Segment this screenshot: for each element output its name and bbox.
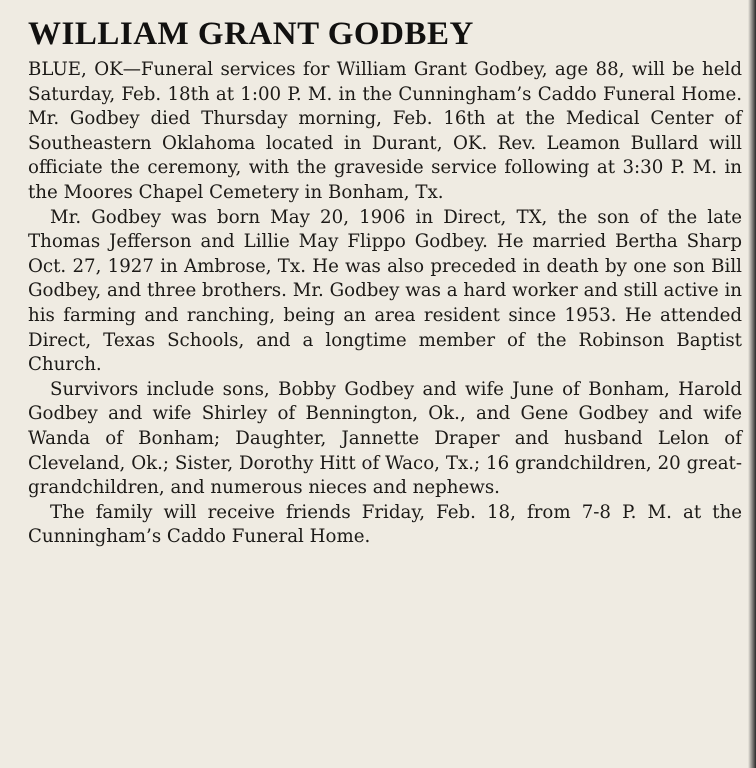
paragraph-biography: Mr. Godbey was born May 20, 1906 in Direct, TX, the son of the late Thomas Jefferson and Lillie May Flippo Godbey. He married Bertha Sharp Oct. 27, 1927 in Ambrose, Tx. He was also preceded in death by one son Bill Godbey, and three brothers. Mr. Godbey was a hard worker and still active in his farming and ranching, being an area resident since 1953. He attended Direct, Texas Schools, and a longtime member of the Robinson Baptist Church.	[28, 206, 742, 376]
obituary-headline: WILLIAM GRANT GODBEY	[28, 16, 474, 52]
paragraph-survivors: Survivors include sons, Bobby Godbey and wife June of Bonham, Harold Godbey and wife Shirley of Bennington, Ok., and Gene Godbey and wife Wanda of Bonham; Daughter, Jannette Draper and husband Lelon of Cleveland, Ok.; Sister, Dorothy Hitt of Waco, Tx.; 16 grandchildren, 20 great-grandchildren, and numerous nieces and nephews.	[28, 378, 742, 499]
paragraph-visitation: The family will receive friends Friday, Feb. 18, from 7-8 P. M. at the Cunningham’s Caddo Funeral Home.	[28, 501, 742, 548]
paragraph-funeral-services: BLUE, OK—Funeral services for William Grant Godbey, age 88, will be held Saturday, Feb. 18th at 1:00 P. M. in the Cunningham’s Caddo Funeral Home. Mr. Godbey died Thursday morning, Feb. 16th at the Medical Center of Southeastern Oklahoma located in Durant, OK. Rev. Leamon Bullard will officiate the ceremony, with the graveside service following at 3:30 P. M. in the Moores Chapel Cemetery in Bonham, Tx.	[28, 59, 742, 203]
